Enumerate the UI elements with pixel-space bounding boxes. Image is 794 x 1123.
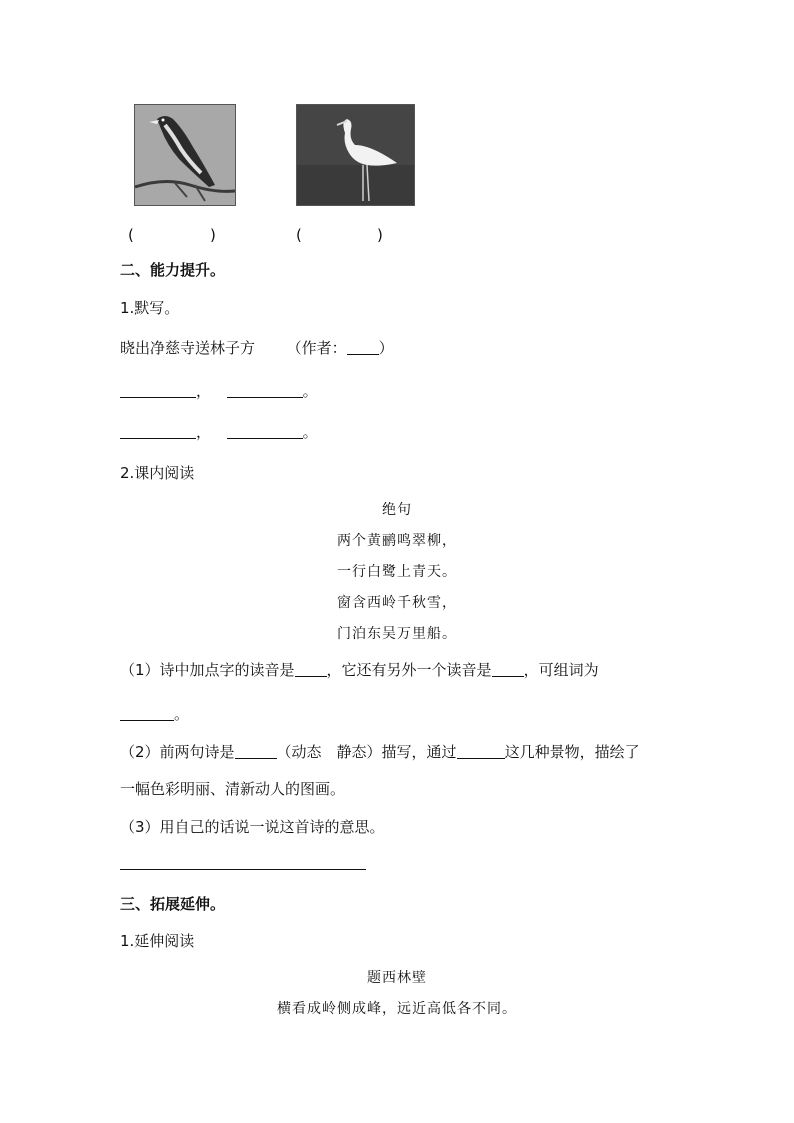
pronunciation-blank[interactable] [295, 676, 327, 677]
sub-question-3: （3）用自己的话说一说这首诗的意思。 [120, 818, 385, 836]
answer-paren-close-2: ) [377, 226, 383, 244]
section-3-q1-title: 1.延伸阅读 [120, 932, 195, 950]
extension-poem-title: 题西林壁 [367, 970, 427, 986]
q1-title: 1.默写。 [120, 299, 180, 317]
author-close: ） [378, 339, 394, 357]
q2-title: 2.课内阅读 [120, 464, 195, 482]
dictation-blank-3[interactable] [120, 438, 196, 439]
author-label: （作者： [286, 339, 347, 357]
poem-line-2: 一行白鹭上青天。 [337, 564, 457, 580]
extension-poem-line-1: 横看成岭侧成峰，远近高低各不同。 [277, 1001, 517, 1017]
dictation-blank-2[interactable] [227, 397, 303, 398]
sub2-text-a: （2）前两句诗是 [120, 743, 235, 761]
comma: ， [196, 423, 212, 441]
poem-line-4: 门泊东吴万里船。 [337, 626, 457, 642]
bird-photo-2 [296, 104, 415, 206]
dictation-blank-4[interactable] [227, 438, 303, 439]
sub1-text-b: ，它还有另外一个读音是 [326, 661, 492, 679]
sub2-text-b: （动态 静态）描写，通过 [276, 743, 457, 761]
answer-paren-open-1: ( [128, 226, 134, 244]
bird-photo-1 [134, 104, 236, 206]
author-blank[interactable] [347, 354, 379, 355]
dictation-poem-line [120, 337, 394, 358]
word-blank-line [120, 703, 189, 724]
sub-question-2 [120, 741, 640, 762]
poem-title: 绝句 [382, 502, 412, 518]
section-3-heading: 三、拓展延伸。 [120, 895, 226, 913]
period: 。 [302, 382, 318, 400]
answer-paren-close-1: ) [210, 226, 216, 244]
answer-paren-open-2: ( [296, 226, 302, 244]
sub-question-1 [120, 659, 599, 680]
poem-line-3: 窗含西岭千秋雪， [337, 595, 457, 611]
dictation-poem-title: 晓出净慈寺送林子方 [120, 339, 256, 357]
poem-line-1: 两个黄鹂鸣翠柳， [337, 533, 457, 549]
sub1-text-a: （1）诗中加点字的读音是 [120, 661, 295, 679]
word-blank[interactable] [120, 720, 174, 721]
answer-line[interactable] [120, 869, 366, 870]
dictation-row-1 [120, 380, 318, 401]
sub1-end: 。 [174, 705, 190, 723]
section-2-heading: 二、能力提升。 [120, 261, 226, 279]
sub-question-2-line-2: 一幅色彩明丽、清新动人的图画。 [120, 780, 346, 798]
other-pronunciation-blank[interactable] [492, 676, 524, 677]
dictation-row-2 [120, 421, 318, 442]
sub1-text-c: ，可组词为 [523, 661, 599, 679]
dictation-blank-1[interactable] [120, 397, 196, 398]
sub2-text-c: 这几种景物，描绘了 [504, 743, 640, 761]
period: 。 [302, 423, 318, 441]
scenery-blank[interactable] [457, 758, 505, 759]
dynamic-static-blank[interactable] [235, 758, 277, 759]
comma: ， [196, 382, 212, 400]
